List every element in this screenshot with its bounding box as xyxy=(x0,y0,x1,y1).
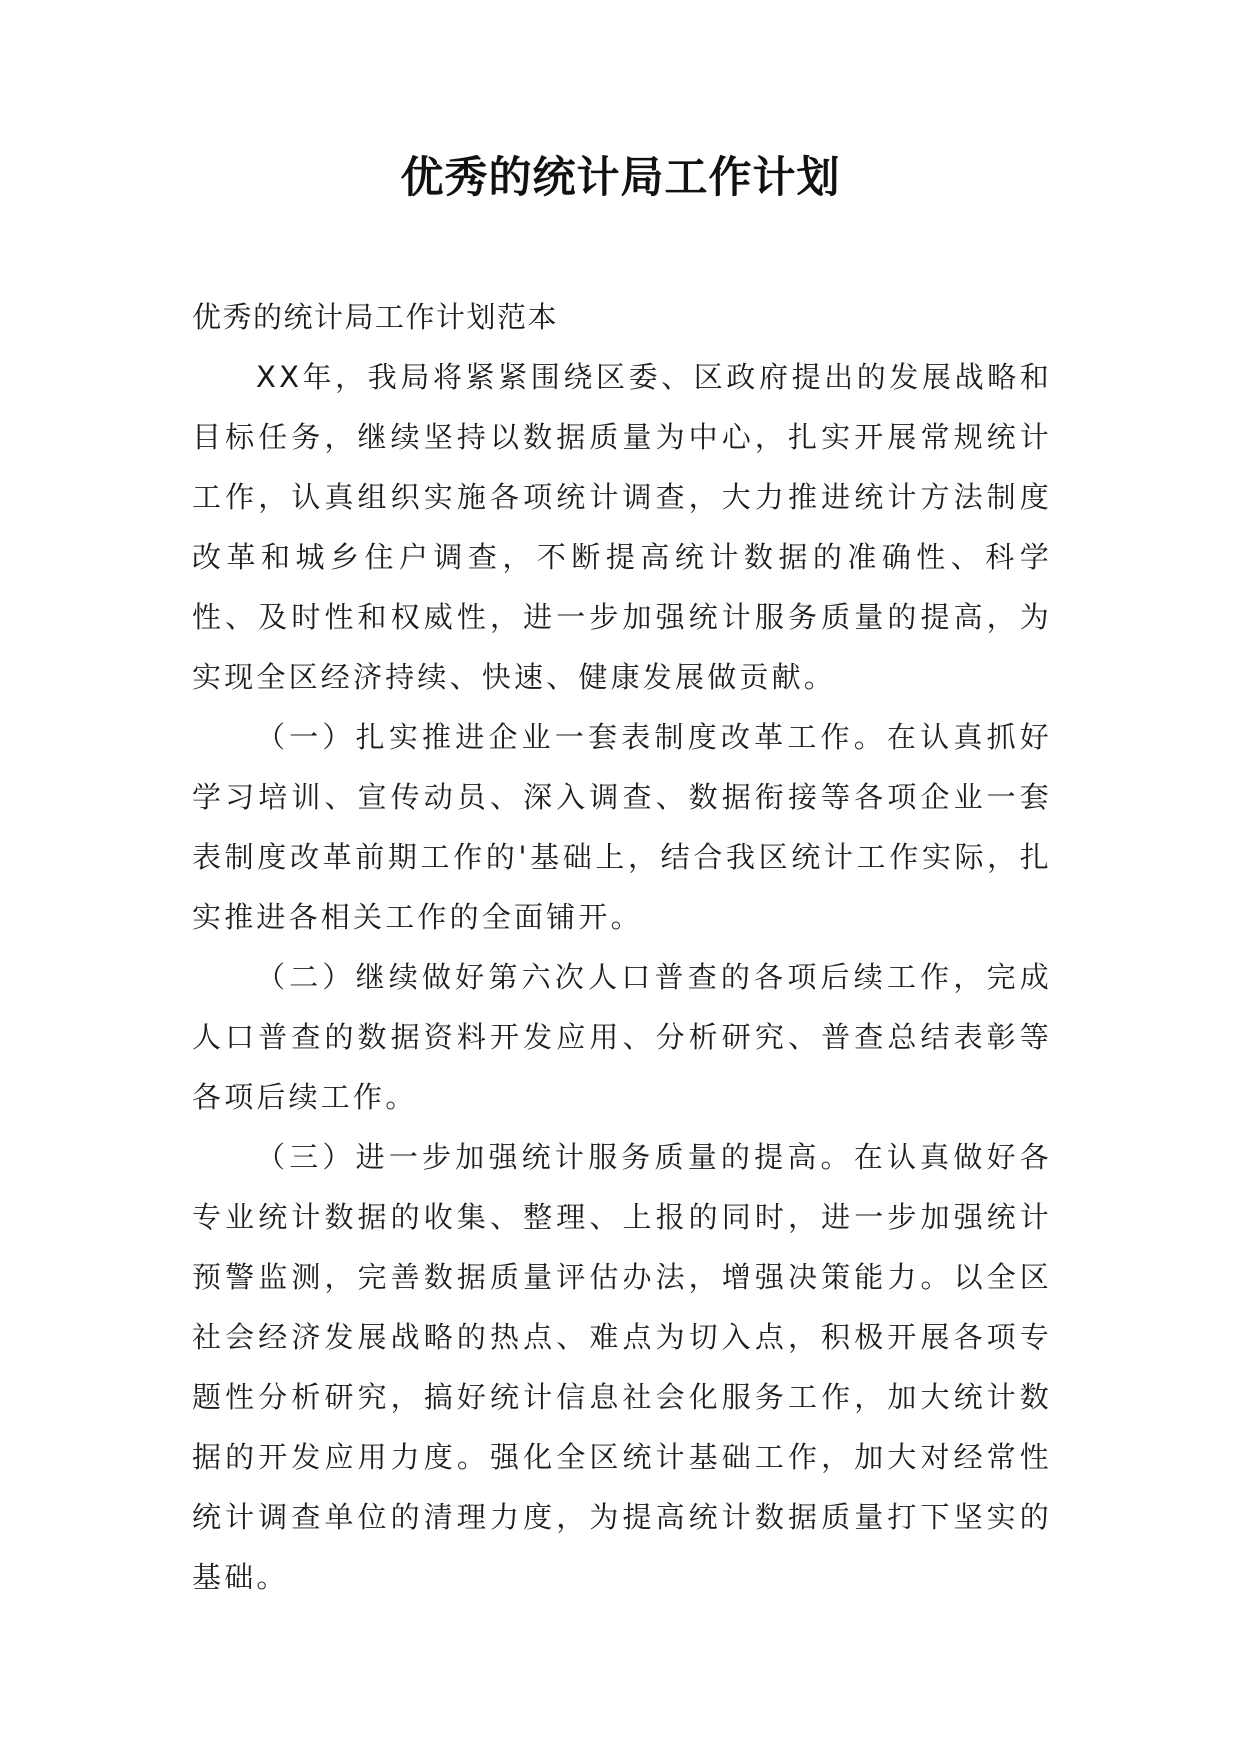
paragraph-section-3: （三）进一步加强统计服务质量的提高。在认真做好各专业统计数据的收集、整理、上报的同时，进一步加强统计预警监测，完善数据质量评估办法，增强决策能力。以全区社会经济发展战略的热点、难点为切入点，积极开展各项专题性分析研究，搞好统计信息社会化服务工作，加大统计数据的开发应用力度。强化全区统计基础工作，加大对经常性统计调查单位的清理力度，为提高统计数据质量打下坚实的基础。 xyxy=(192,1140,1052,1594)
document-body xyxy=(192,287,1052,1607)
paragraph-section-1: （一）扎实推进企业一套表制度改革工作。在认真抓好学习培训、宣传动员、深入调查、数据衔接等各项企业一套表制度改革前期工作的'基础上，结合我区统计工作实际，扎实推进各相关工作的全面铺开。 xyxy=(192,720,1052,934)
document-title: 优秀的统计局工作计划 xyxy=(400,153,841,203)
paragraph-section-2: （二）继续做好第六次人口普查的各项后续工作，完成人口普查的数据资料开发应用、分析研究、普查总结表彰等各项后续工作。 xyxy=(192,960,1052,1114)
paragraph-intro: XX年，我局将紧紧围绕区委、区政府提出的发展战略和目标任务，继续坚持以数据质量为中心，扎实开展常规统计工作，认真组织实施各项统计调查，大力推进统计方法制度改革和城乡住户调查，不断提高统计数据的准确性、科学性、及时性和权威性，进一步加强统计服务质量的提高，为实现全区经济持续、快速、健康发展做贡献。 xyxy=(192,360,1052,694)
document-subtitle: 优秀的统计局工作计划范本 xyxy=(192,300,559,334)
